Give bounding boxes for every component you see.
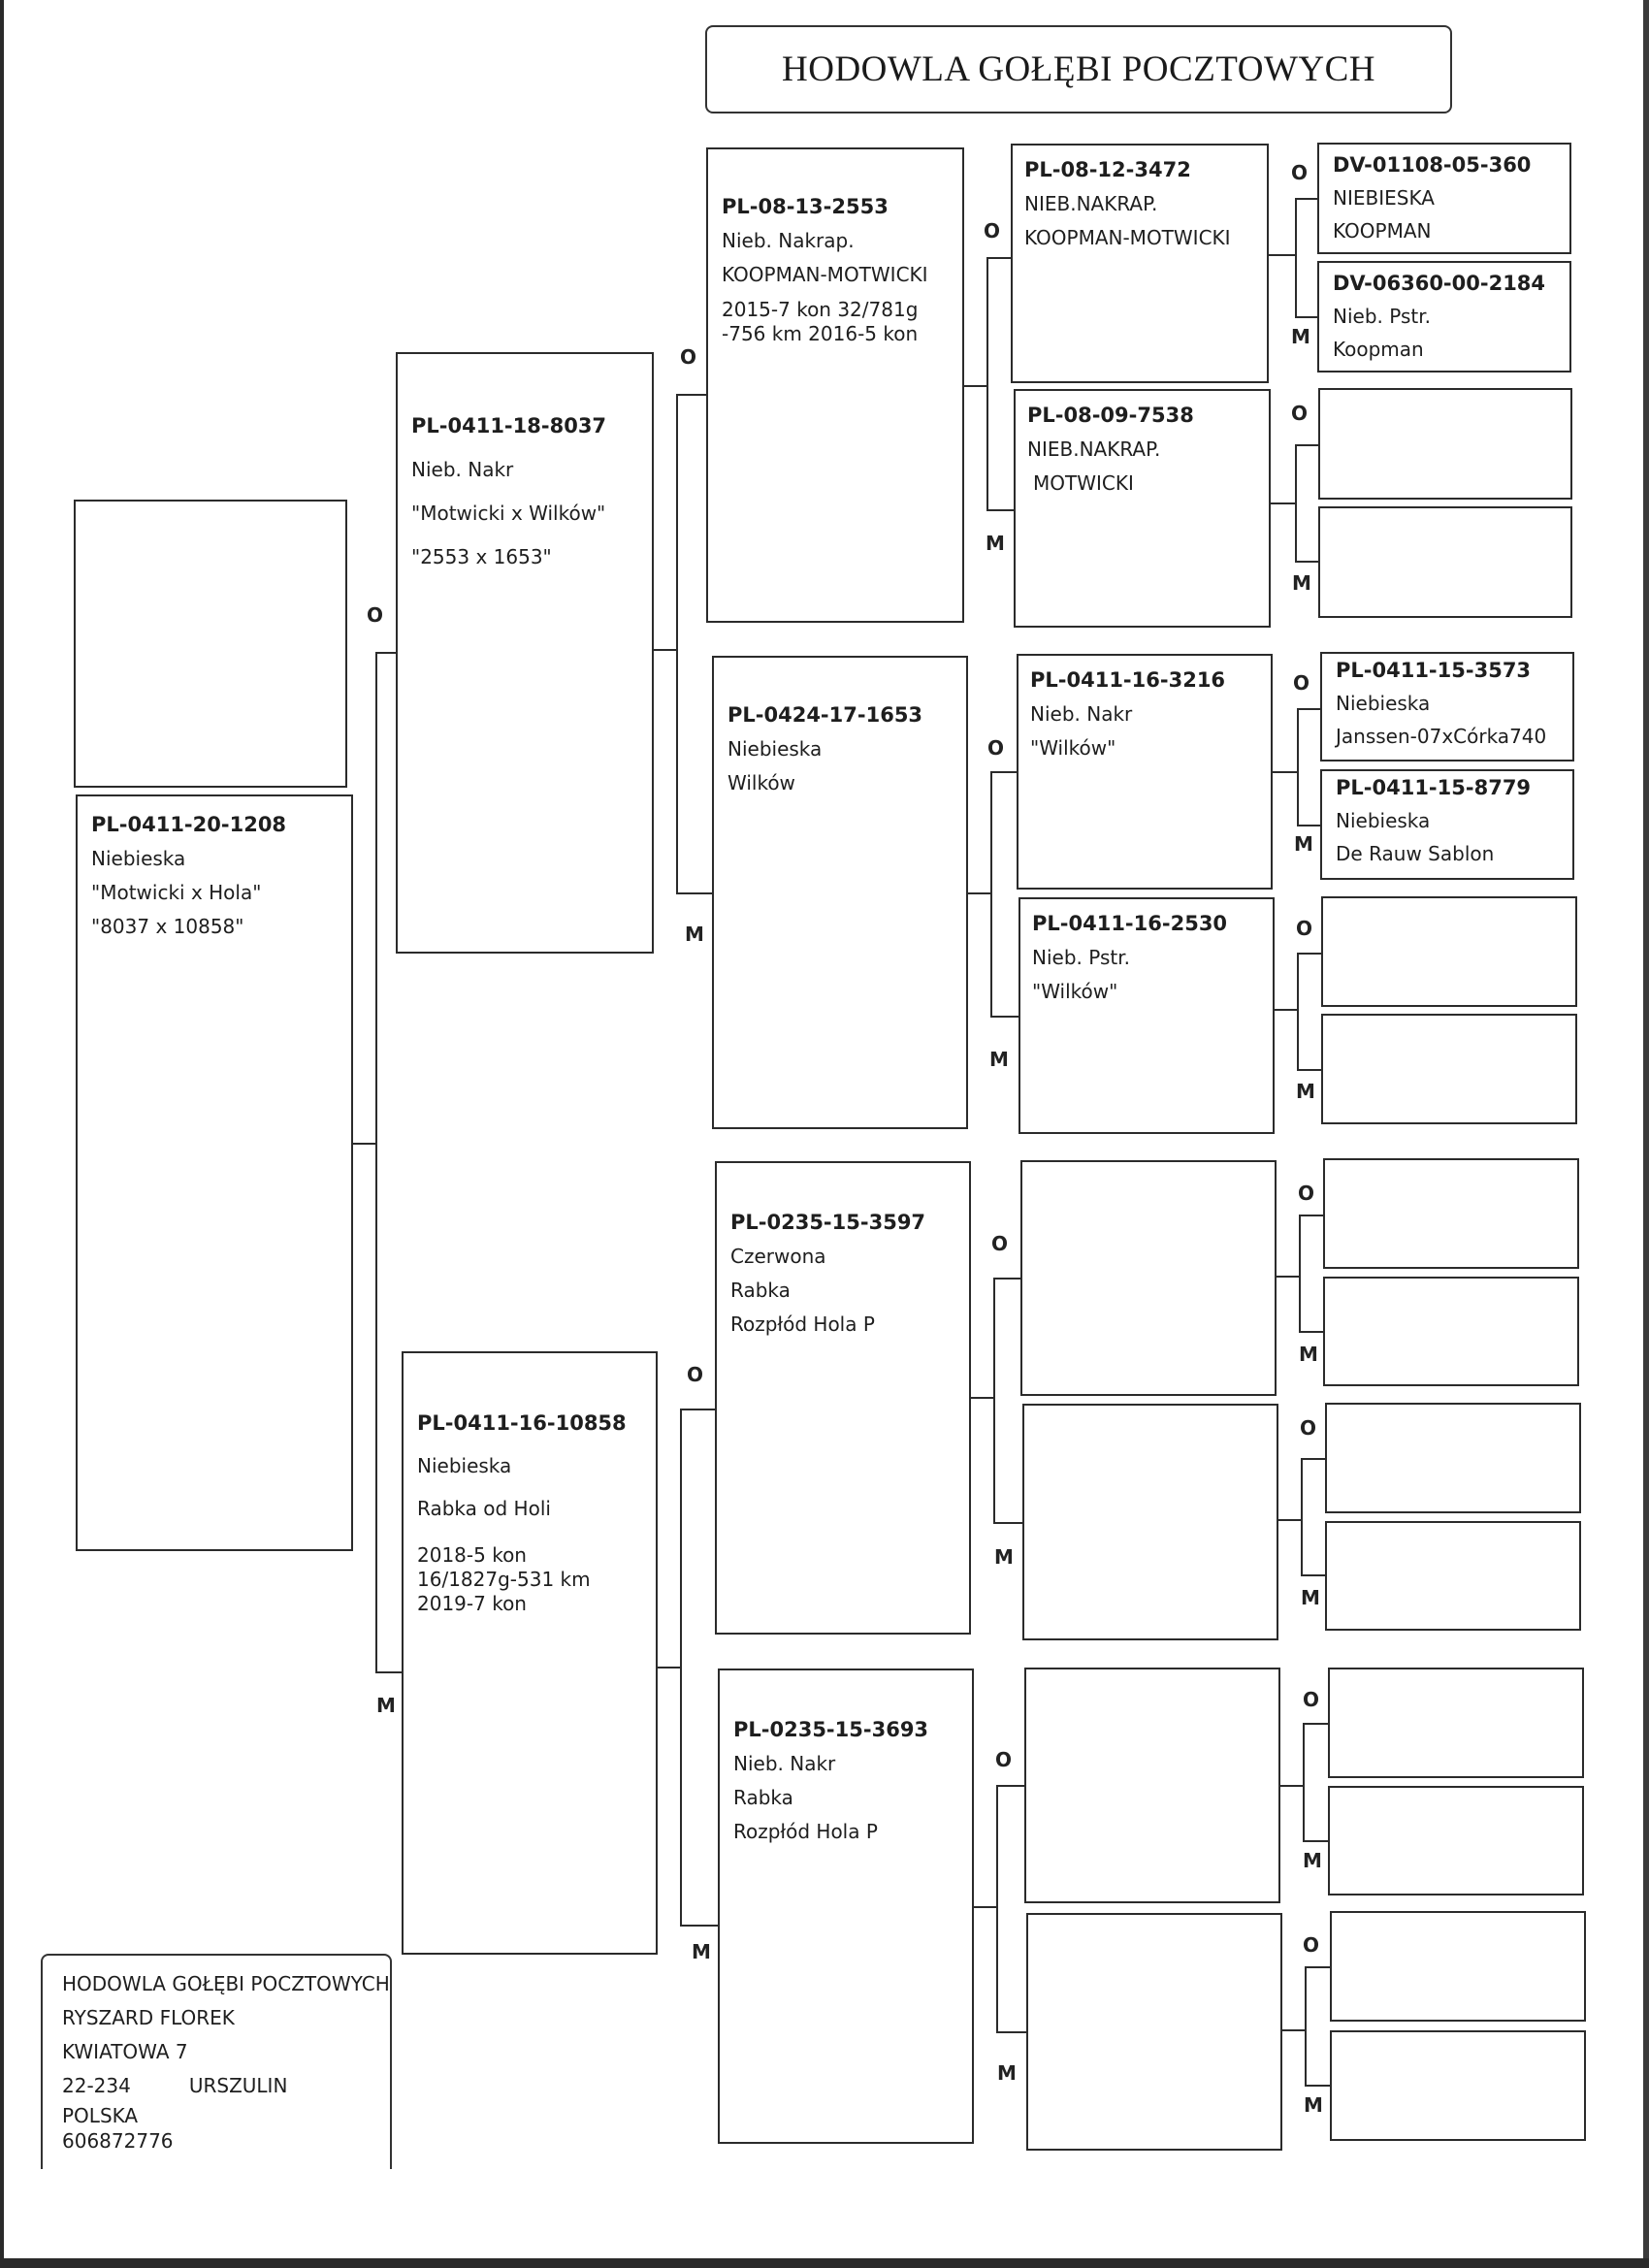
sdsd-card	[1320, 769, 1574, 880]
sex-label-mother: M	[994, 1545, 1014, 1569]
connector	[654, 649, 677, 651]
sex-label-father: O	[1296, 917, 1313, 940]
breeder-country: POLSKA	[62, 2104, 139, 2127]
connector	[986, 509, 1014, 511]
ddd-card	[1026, 1913, 1282, 2151]
connector	[680, 1925, 718, 1927]
subject-photo-box	[74, 500, 347, 788]
ddsd-card	[1328, 1786, 1584, 1895]
connector	[996, 1785, 998, 2033]
connector	[1299, 1215, 1301, 1333]
dam-ring: PL-0411-16-10858	[417, 1411, 627, 1435]
connector	[1305, 2085, 1330, 2087]
connector	[1273, 771, 1298, 773]
connector	[676, 394, 678, 894]
sss-line1: KOOPMAN-MOTWICKI	[1024, 226, 1231, 249]
connector	[1275, 1009, 1298, 1011]
dam-perf-3: 2019-7 kon	[417, 1592, 527, 1615]
connector	[1303, 1840, 1328, 1842]
breeder-info	[41, 1954, 392, 2169]
connector	[986, 257, 1011, 259]
ssd-color: NIEB.NAKRAP.	[1027, 437, 1161, 461]
ssss-color: NIEBIESKA	[1333, 186, 1435, 210]
scan-edge-bottom	[0, 2258, 1649, 2268]
connector	[996, 1785, 1024, 1787]
sire-ring: PL-0411-18-8037	[411, 414, 607, 437]
ds-line2: Rozpłód Hola P	[730, 1312, 875, 1336]
sds-ring: PL-0411-16-3216	[1030, 668, 1226, 692]
connector	[676, 394, 706, 396]
connector	[1305, 1966, 1307, 2087]
breeder-line1: HODOWLA GOŁĘBI POCZTOWYCH	[62, 1972, 390, 1995]
connector	[1277, 1276, 1300, 1278]
breeder-name: RYSZARD FLOREK	[62, 2006, 235, 2029]
sdsd-color: Niebieska	[1336, 809, 1431, 832]
subject-line1: "Motwicki x Hola"	[91, 881, 262, 904]
dam-performance	[417, 1543, 642, 1616]
sdd-ring: PL-0411-16-2530	[1032, 912, 1228, 935]
connector	[993, 1278, 995, 1524]
connector	[990, 771, 992, 1018]
dd-color: Nieb. Nakr	[733, 1752, 836, 1775]
connector	[1295, 444, 1318, 446]
sssd-card	[1317, 261, 1571, 373]
connector	[990, 771, 1017, 773]
connector	[680, 1409, 715, 1410]
sex-label-mother: M	[692, 1940, 711, 1963]
dssd-card	[1323, 1277, 1579, 1386]
connector	[1299, 1215, 1323, 1216]
connector	[1295, 316, 1317, 318]
breeder-postcode: 22-234	[62, 2074, 131, 2097]
sdsd-ring: PL-0411-15-8779	[1336, 776, 1532, 799]
sdsd-line1: De Rauw Sablon	[1336, 842, 1495, 865]
dsd-card	[1022, 1404, 1278, 1640]
dd-line1: Rabka	[733, 1786, 793, 1809]
sss-ring: PL-08-12-3472	[1024, 158, 1191, 181]
connector	[990, 1016, 1018, 1018]
connector	[1301, 1574, 1325, 1576]
dam-sire-card	[715, 1161, 971, 1635]
sds-card	[1017, 654, 1273, 890]
sex-label-father: O	[995, 1748, 1013, 1771]
connector	[680, 1409, 682, 1927]
sex-label-mother: M	[989, 1048, 1009, 1071]
dsss-card	[1323, 1158, 1579, 1269]
ddds-card	[1330, 1911, 1586, 2022]
title-box	[705, 25, 1452, 113]
sex-label-father: O	[1300, 1416, 1317, 1440]
sex-label-mother: M	[1303, 1849, 1322, 1872]
sdd-color: Nieb. Pstr.	[1032, 946, 1130, 969]
dam-card	[402, 1351, 658, 1955]
connector	[676, 892, 712, 894]
connector	[1297, 825, 1320, 826]
ssd-line1: MOTWICKI	[1033, 471, 1134, 495]
ssds-card	[1318, 388, 1572, 500]
sex-label-father: O	[1291, 161, 1309, 184]
dd-line2: Rozpłód Hola P	[733, 1820, 878, 1843]
sex-label-mother: M	[1292, 571, 1311, 595]
sex-label-father: O	[680, 345, 697, 369]
sex-label-father: O	[991, 1232, 1009, 1255]
sss-card	[1011, 144, 1269, 383]
sire-sire-card	[706, 147, 964, 623]
connector	[993, 1522, 1022, 1524]
page-title: HODOWLA GOŁĘBI POCZTOWYCH	[782, 49, 1375, 89]
sdss-line1: Janssen-07xCórka740	[1336, 725, 1547, 748]
sire-line2: "2553 x 1653"	[411, 545, 552, 568]
connector	[1295, 561, 1318, 563]
connector	[1301, 1458, 1325, 1460]
scan-edge-left	[0, 0, 4, 2268]
ss-performance	[722, 298, 949, 346]
sex-label-father: O	[984, 219, 1001, 243]
sdd-line1: "Wilków"	[1032, 980, 1118, 1003]
connector	[1269, 254, 1296, 256]
sdss-card	[1320, 652, 1574, 761]
sex-label-mother: M	[1291, 325, 1310, 348]
subject-card	[76, 794, 353, 1551]
connector	[1305, 1966, 1330, 1968]
sex-label-mother: M	[986, 532, 1005, 555]
ddss-card	[1328, 1668, 1584, 1778]
ds-line1: Rabka	[730, 1279, 791, 1302]
dam-dam-card	[718, 1669, 974, 2144]
sex-label-mother: M	[1301, 1586, 1320, 1609]
ssss-ring: DV-01108-05-360	[1333, 153, 1532, 177]
connector	[1297, 1069, 1321, 1071]
connector	[986, 257, 988, 511]
connector	[964, 385, 987, 387]
sex-label-mother: M	[997, 2061, 1017, 2085]
connector	[658, 1667, 681, 1669]
sex-label-mother: M	[1296, 1080, 1315, 1103]
sire-card	[396, 352, 654, 954]
dss-card	[1020, 1160, 1277, 1396]
sd-color: Niebieska	[728, 737, 823, 761]
connector	[1278, 1519, 1302, 1521]
connector	[974, 1906, 997, 1908]
connector	[375, 652, 377, 1673]
sex-label-father: O	[1293, 671, 1310, 695]
sire-line1: "Motwicki x Wilków"	[411, 502, 606, 525]
ss-perf-2: -756 km 2016-5 kon	[722, 322, 919, 345]
connector	[375, 1671, 403, 1673]
connector	[1280, 1785, 1304, 1787]
ss-color: Nieb. Nakrap.	[722, 229, 855, 252]
sire-color: Nieb. Nakr	[411, 458, 514, 481]
sddd-card	[1321, 1014, 1577, 1124]
sd-ring: PL-0424-17-1653	[728, 703, 923, 727]
connector	[971, 1397, 994, 1399]
scan-edge-right	[1643, 0, 1649, 2268]
sex-label-father: O	[1298, 1182, 1315, 1205]
sssd-color: Nieb. Pstr.	[1333, 305, 1431, 328]
sex-label-father: O	[987, 736, 1005, 760]
connector	[1282, 2029, 1306, 2031]
ssd-card	[1014, 389, 1271, 628]
sdss-color: Niebieska	[1336, 692, 1431, 715]
connector	[1295, 198, 1317, 200]
ss-ring: PL-08-13-2553	[722, 195, 889, 218]
breeder-phone: 606872776	[62, 2129, 174, 2153]
subject-ring: PL-0411-20-1208	[91, 813, 287, 836]
sdds-card	[1321, 896, 1577, 1007]
breeder-street: KWIATOWA 7	[62, 2040, 188, 2063]
dam-line1: Rabka od Holi	[417, 1497, 551, 1520]
ssdd-card	[1318, 506, 1572, 618]
sss-color: NIEB.NAKRAP.	[1024, 192, 1158, 215]
sex-label-mother: M	[376, 1694, 396, 1717]
dsds-card	[1325, 1403, 1581, 1513]
subject-color: Niebieska	[91, 847, 186, 870]
dam-color: Niebieska	[417, 1454, 512, 1477]
ss-perf-1: 2015-7 kon 32/781g	[722, 298, 919, 321]
sdss-ring: PL-0411-15-3573	[1336, 659, 1532, 682]
ds-ring: PL-0235-15-3597	[730, 1211, 926, 1234]
sex-label-father: O	[687, 1363, 704, 1386]
sssd-line1: Koopman	[1333, 338, 1424, 361]
connector	[375, 652, 397, 654]
dam-perf-2: 16/1827g-531 km	[417, 1568, 591, 1591]
sdd-card	[1018, 897, 1275, 1134]
connector	[1297, 953, 1321, 955]
connector	[1297, 708, 1320, 710]
connector	[1271, 502, 1296, 504]
connector	[353, 1143, 376, 1145]
connector	[1297, 953, 1299, 1071]
sex-label-mother: M	[1294, 832, 1313, 856]
dd-ring: PL-0235-15-3693	[733, 1718, 929, 1741]
breeder-locality	[62, 2069, 371, 2103]
connector	[1295, 198, 1297, 318]
connector	[1301, 1458, 1303, 1576]
dam-perf-1: 2018-5 kon	[417, 1543, 527, 1567]
breeder-city: URSZULIN	[188, 2074, 288, 2097]
ss-line1: KOOPMAN-MOTWICKI	[722, 263, 928, 286]
connector	[1303, 1723, 1305, 1842]
connector	[968, 892, 991, 894]
sssd-ring: DV-06360-00-2184	[1333, 272, 1546, 295]
sds-color: Nieb. Nakr	[1030, 702, 1133, 726]
sire-dam-card	[712, 656, 968, 1129]
sex-label-father: O	[1291, 402, 1309, 425]
sex-label-mother: M	[685, 923, 704, 946]
dds-card	[1024, 1668, 1280, 1903]
sex-label-father: O	[1303, 1688, 1320, 1711]
subject-line2: "8037 x 10858"	[91, 915, 244, 938]
connector	[1303, 1723, 1328, 1725]
ds-color: Czerwona	[730, 1245, 826, 1268]
sex-label-mother: M	[1299, 1343, 1318, 1366]
dsdd-card	[1325, 1521, 1581, 1631]
connector	[1295, 444, 1297, 563]
sex-label-father: O	[1303, 1933, 1320, 1957]
sex-label-mother: M	[1304, 2093, 1323, 2117]
dddd-card	[1330, 2030, 1586, 2141]
sex-label-father: O	[367, 603, 384, 627]
sds-line1: "Wilków"	[1030, 736, 1116, 760]
connector	[1297, 708, 1299, 826]
ssd-ring: PL-08-09-7538	[1027, 404, 1194, 427]
sd-line1: Wilków	[728, 771, 795, 794]
connector	[993, 1278, 1020, 1280]
connector	[1299, 1331, 1323, 1333]
ssss-line1: KOOPMAN	[1333, 219, 1432, 243]
ssss-card	[1317, 143, 1571, 254]
connector	[996, 2031, 1026, 2033]
